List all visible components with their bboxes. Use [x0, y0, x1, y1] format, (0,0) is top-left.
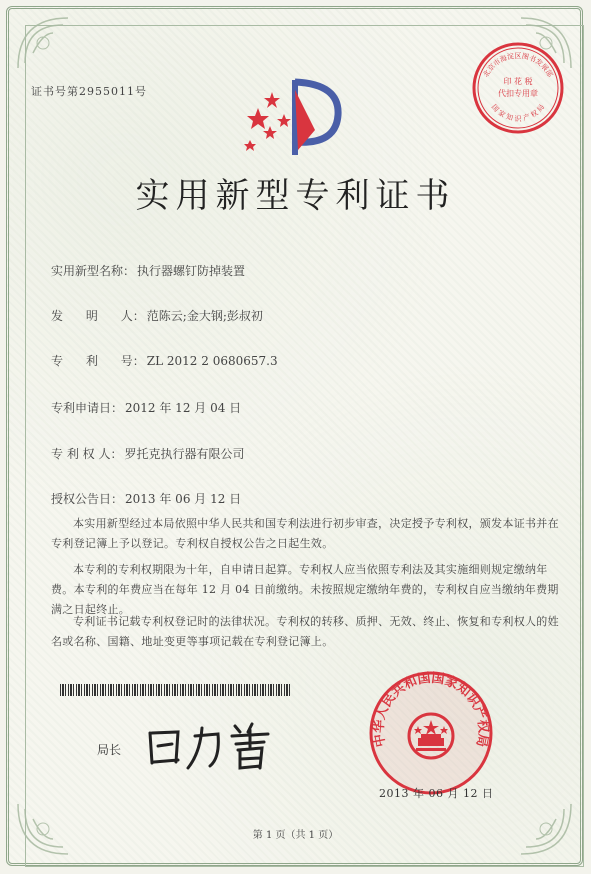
- utility-model-name-label: 实用新型名称：: [51, 264, 136, 278]
- tax-stamp-line-2: 代扣专用章: [498, 89, 538, 98]
- patent-holder-value: 罗托克执行器有限公司: [124, 447, 245, 461]
- patent-number-value: ZL 2012 2 0680657.3: [146, 354, 278, 368]
- paragraph-term: 本专利的专利权期限为十年，自申请日起算。专利权人应当依照专利法及其实施细则规定缴纳年费。本专利的年费应当在每年 12 月 04 日前缴纳。未按照规定缴纳年费的，专利权自应当缴纳年费期满之日起终止。: [51, 563, 559, 616]
- certificate-title: 实用新型专利证书: [135, 176, 456, 216]
- barcode: [60, 684, 290, 696]
- svg-text:国 家 知 识 产 权 局: [490, 102, 546, 123]
- inventor-label: 发 明 人：: [51, 309, 145, 323]
- patent-number-label: 专 利 号：: [51, 354, 145, 368]
- tax-stamp-line-1: 印 花 税: [503, 77, 533, 86]
- office-official-seal: [366, 668, 496, 798]
- director-label: 局长: [97, 743, 122, 757]
- utility-model-name-value: 执行器螺钉防掉装置: [137, 264, 246, 278]
- tax-stamp-arc-text: 北京市海淀区图书发展部: [481, 52, 555, 79]
- page-number: 第 1 页（共 1 页）: [252, 830, 339, 841]
- patent-holder-row: [51, 445, 244, 462]
- utility-model-name-row: [51, 262, 245, 279]
- director-signature: [140, 718, 290, 773]
- patent-number-row: [51, 352, 278, 369]
- paragraph-legal-status: 专利证书记载专利权登记时的法律状况。专利权的转移、质押、无效、终止、恢复和专利权人的姓名或名称、国籍、地址变更等事项记载在专利登记簿上。: [51, 615, 559, 648]
- announcement-date-label: 授权公告日：: [51, 492, 124, 506]
- paragraph-grant: 本实用新型经过本局依照中华人民共和国专利法进行初步审查，决定授予专利权，颁发本证书并在专利登记簿上予以登记。专利权自授权公告之日起生效。: [51, 517, 559, 550]
- filing-date-label: 专利申请日：: [51, 401, 124, 415]
- announcement-date-value: 2013 年 06 月 12 日: [125, 492, 242, 506]
- tax-stamp-seal: [470, 40, 566, 136]
- seal-date: 2013 年 06 月 12 日: [379, 787, 494, 800]
- patent-holder-label: 专 利 权 人：: [51, 447, 123, 461]
- inventor-value: 范陈云;金大钢;彭叔初: [146, 309, 263, 323]
- filing-date-row: [51, 399, 241, 416]
- svg-text:北京市海淀区图书发展部: [481, 51, 555, 78]
- tax-stamp-bottom-text: 国 家 知 识 产 权 局: [489, 102, 547, 123]
- official-seal-text: 中华人民共和国国家知识产权局: [371, 670, 491, 749]
- filing-date-value: 2012 年 12 月 04 日: [125, 401, 242, 415]
- patent-office-emblem: [240, 70, 350, 160]
- inventor-row: [51, 307, 263, 324]
- announcement-date-row: [51, 490, 241, 507]
- certificate-number: 证书号第2955011号: [31, 85, 147, 98]
